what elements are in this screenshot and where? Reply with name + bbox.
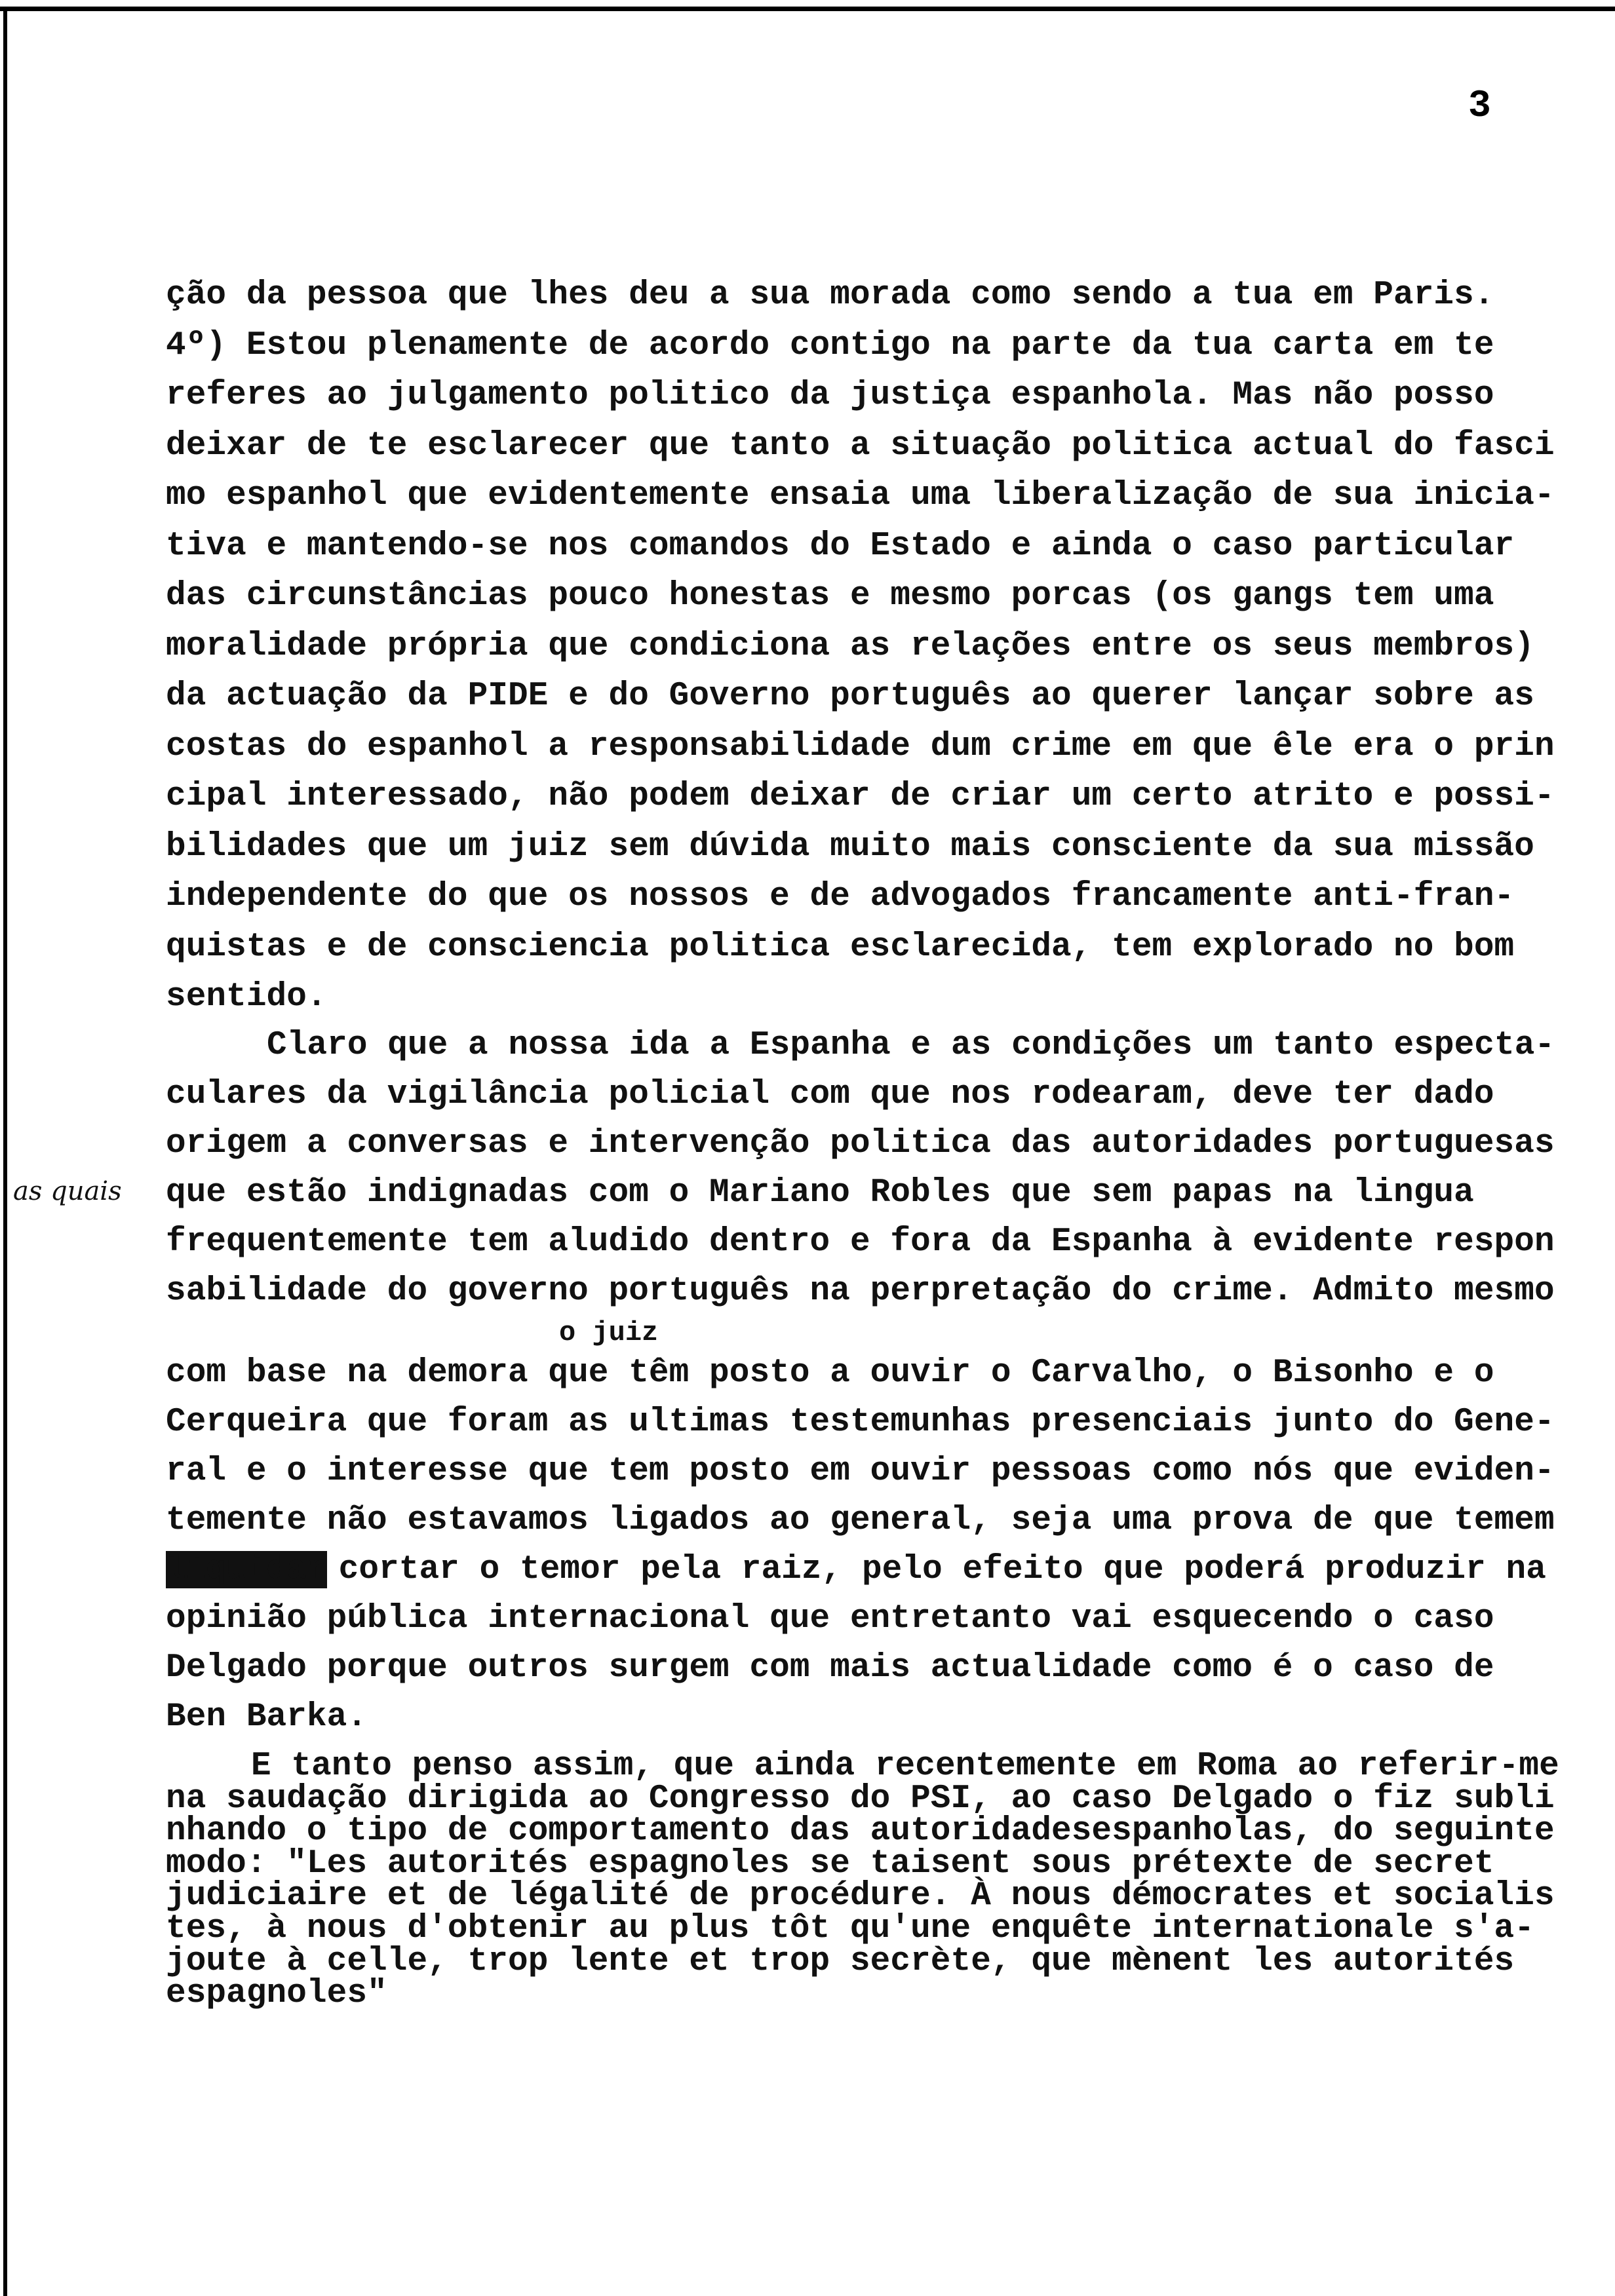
text-line: ral e o interesse que tem posto em ouvir pessoas como nós que eviden- xyxy=(166,1453,1555,1490)
text-line: na saudação dirigida ao Congresso do PSI, ao caso Delgado o fiz subli xyxy=(166,1780,1555,1818)
text-line: Cerqueira que foram as ultimas testemunhas presenciais junto do Gene- xyxy=(166,1404,1555,1441)
text-line: frequentemente tem aludido dentro e fora da Espanha à evidente respon xyxy=(166,1223,1555,1261)
text-line: quistas e de consciencia politica esclarecida, tem explorado no bom xyxy=(166,928,1515,966)
text-line: tes, à nous d'obtenir au plus tôt qu'une enquête internationale s'a- xyxy=(166,1910,1534,1947)
text-line: cipal interessado, não podem deixar de criar um certo atrito e possi- xyxy=(166,778,1555,815)
page-left-border xyxy=(3,7,7,2296)
text-line: bilidades que um juiz sem dúvida muito mais consciente da sua missão xyxy=(166,828,1534,866)
page-number: 3 xyxy=(1468,85,1491,128)
text-line: das circunstâncias pouco honestas e mesmo porcas (os gangs tem uma xyxy=(166,577,1494,615)
text-line: judiciaire et de légalité de procédure. À nous démocrates et socialis xyxy=(166,1877,1555,1915)
text-line: moralidade própria que condiciona as relações entre os seus membros) xyxy=(166,627,1534,665)
text-line: modo: "Les autorités espagnoles se taisent sous prétexte de secret xyxy=(166,1845,1494,1883)
typed-insertion: o juiz xyxy=(559,1317,659,1349)
text-line: opinião pública internacional que entretanto vai esquecendo o caso xyxy=(166,1600,1494,1637)
page-top-border xyxy=(0,7,1615,11)
text-line xyxy=(166,1551,1546,1588)
text-line: 4º) Estou plenamente de acordo contigo na parte da tua carta em te xyxy=(166,326,1494,364)
text-line: culares da vigilância policial com que nos rodearam, deve ter dado xyxy=(166,1076,1494,1113)
text-line: independente do que os nossos e de advogados francamente anti-fran- xyxy=(166,878,1515,915)
text-line: referes ao julgamento politico da justiça espanhola. Mas não posso xyxy=(166,377,1494,414)
struck-out-word: liquidar xyxy=(166,1551,327,1588)
text-line: origem a conversas e intervenção politica das autoridades portuguesas xyxy=(166,1125,1555,1162)
text-line: tiva e mantendo-se nos comandos do Estado e ainda o caso particular xyxy=(166,527,1515,565)
text-line: mo espanhol que evidentemente ensaia uma liberalização de sua inicia- xyxy=(166,477,1555,514)
handwritten-annotation: as quais xyxy=(13,1176,122,1206)
text-line: espagnoles" xyxy=(166,1975,387,2013)
line-text: cortar o temor pela raiz, pelo efeito que poderá produzir na xyxy=(338,1551,1546,1588)
text-line: com base na demora que têm posto a ouvir o Carvalho, o Bisonho e o xyxy=(166,1354,1494,1392)
text-line: Delgado porque outros surgem com mais actualidade como é o caso de xyxy=(166,1649,1494,1687)
text-line: costas do espanhol a responsabilidade dum crime em que êle era o prin xyxy=(166,727,1555,765)
text-line: E tanto penso assim, que ainda recentemente em Roma ao referir-me xyxy=(251,1748,1559,1785)
text-line: sabilidade do governo português na perpretação do crime. Admito mesmo xyxy=(166,1272,1555,1310)
text-line: da actuação da PIDE e do Governo português ao querer lançar sobre as xyxy=(166,678,1534,715)
text-line: nhando o tipo de comportamento das autoridadesespanholas, do seguinte xyxy=(166,1812,1555,1850)
text-line: sentido. xyxy=(166,978,327,1016)
text-line: deixar de te esclarecer que tanto a situação politica actual do fasci xyxy=(166,427,1555,465)
text-line: que estão indignadas com o Mariano Robles que sem papas na lingua xyxy=(166,1174,1474,1212)
text-line: ção da pessoa que lhes deu a sua morada como sendo a tua em Paris. xyxy=(166,277,1494,314)
text-line: temente não estavamos ligados ao general, seja uma prova de que temem xyxy=(166,1502,1555,1539)
text-line: Claro que a nossa ida a Espanha e as condições um tanto especta- xyxy=(267,1027,1555,1064)
text-line: joute à celle, trop lente et trop secrète, que mènent les autorités xyxy=(166,1942,1515,1980)
text-line: Ben Barka. xyxy=(166,1698,368,1736)
